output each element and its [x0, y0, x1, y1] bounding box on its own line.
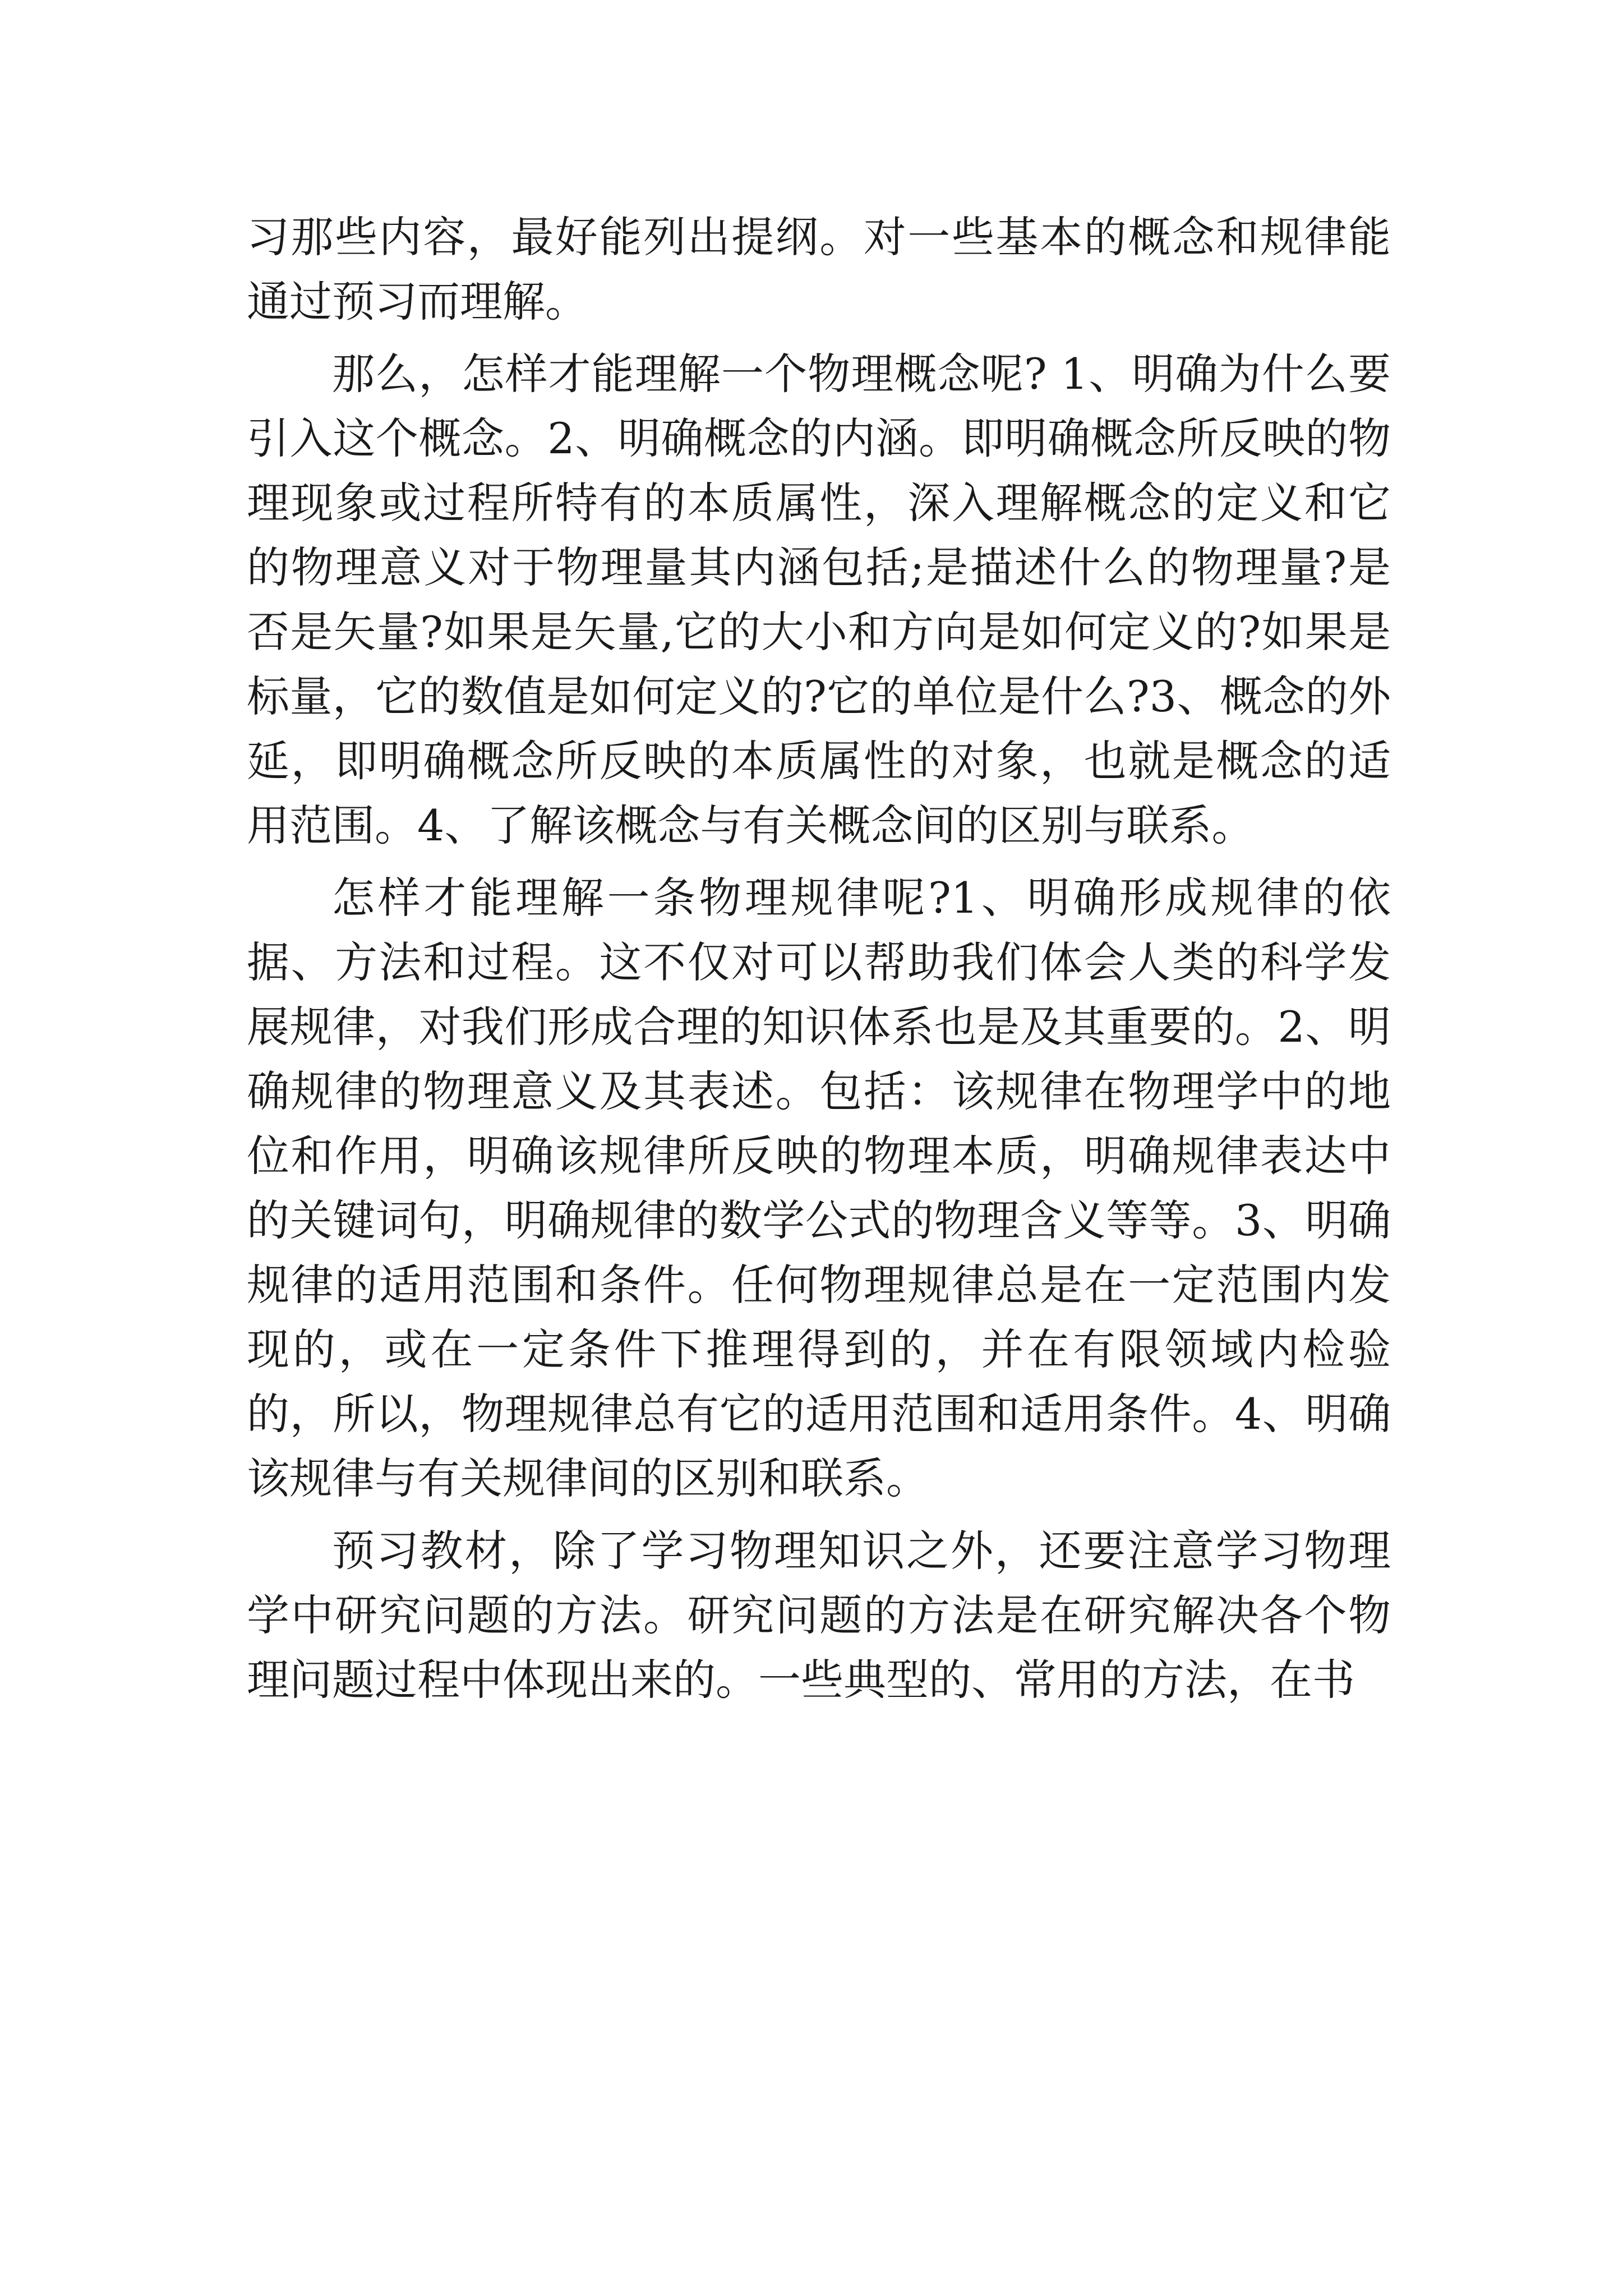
paragraph-research-methods: 预习教材，除了学习物理知识之外，还要注意学习物理学中研究问题的方法。研究问题的方法是在研究解决各个物理问题过程中体现出来的。一些典型的、常用的方法，在书 [247, 1526, 1391, 1705]
paragraph-understand-law: 怎样才能理解一条物理规律呢?1、明确形成规律的依据、方法和过程。这不仅对可以帮助我们体会人类的科学发展规律，对我们形成合理的知识体系也是及其重要的。2、明确规律的物理意义及其表述。包括：该规律在物理学中的地位和作用，明确该规律所反映的物理本质，明确规律表达中的关键词句，明确规律的数学公式的物理含义等等。3、明确规律的适用范围和条件。任何物理规律总是在一定范围内发现的，或在一定条件下推理得到的，并在有限领域内检验的，所以，物理规律总有它的适用范围和适用条件。4、明确该规律与有关规律间的区别和联系。 [247, 873, 1391, 1503]
paragraph-preview-outline: 习那些内容，最好能列出提纲。对一些基本的概念和规律能通过预习而理解。 [247, 212, 1391, 326]
document-page [247, 205, 1391, 1720]
paragraph-understand-concept: 那么，怎样才能理解一个物理概念呢? 1、明确为什么要引入这个概念。2、明确概念的内涵。即明确概念所反映的物理现象或过程所特有的本质属性，深入理解概念的定义和它的物理意义对于物理量其内涵包括;是描述什么的物理量?是否是矢量?如果是矢量,它的大小和方向是如何定义的?如果是标量，它的数值是如何定义的?它的单位是什么?3、概念的外延，即明确概念所反映的本质属性的对象，也就是概念的适用范围。4、了解该概念与有关概念间的区别与联系。 [247, 349, 1391, 850]
